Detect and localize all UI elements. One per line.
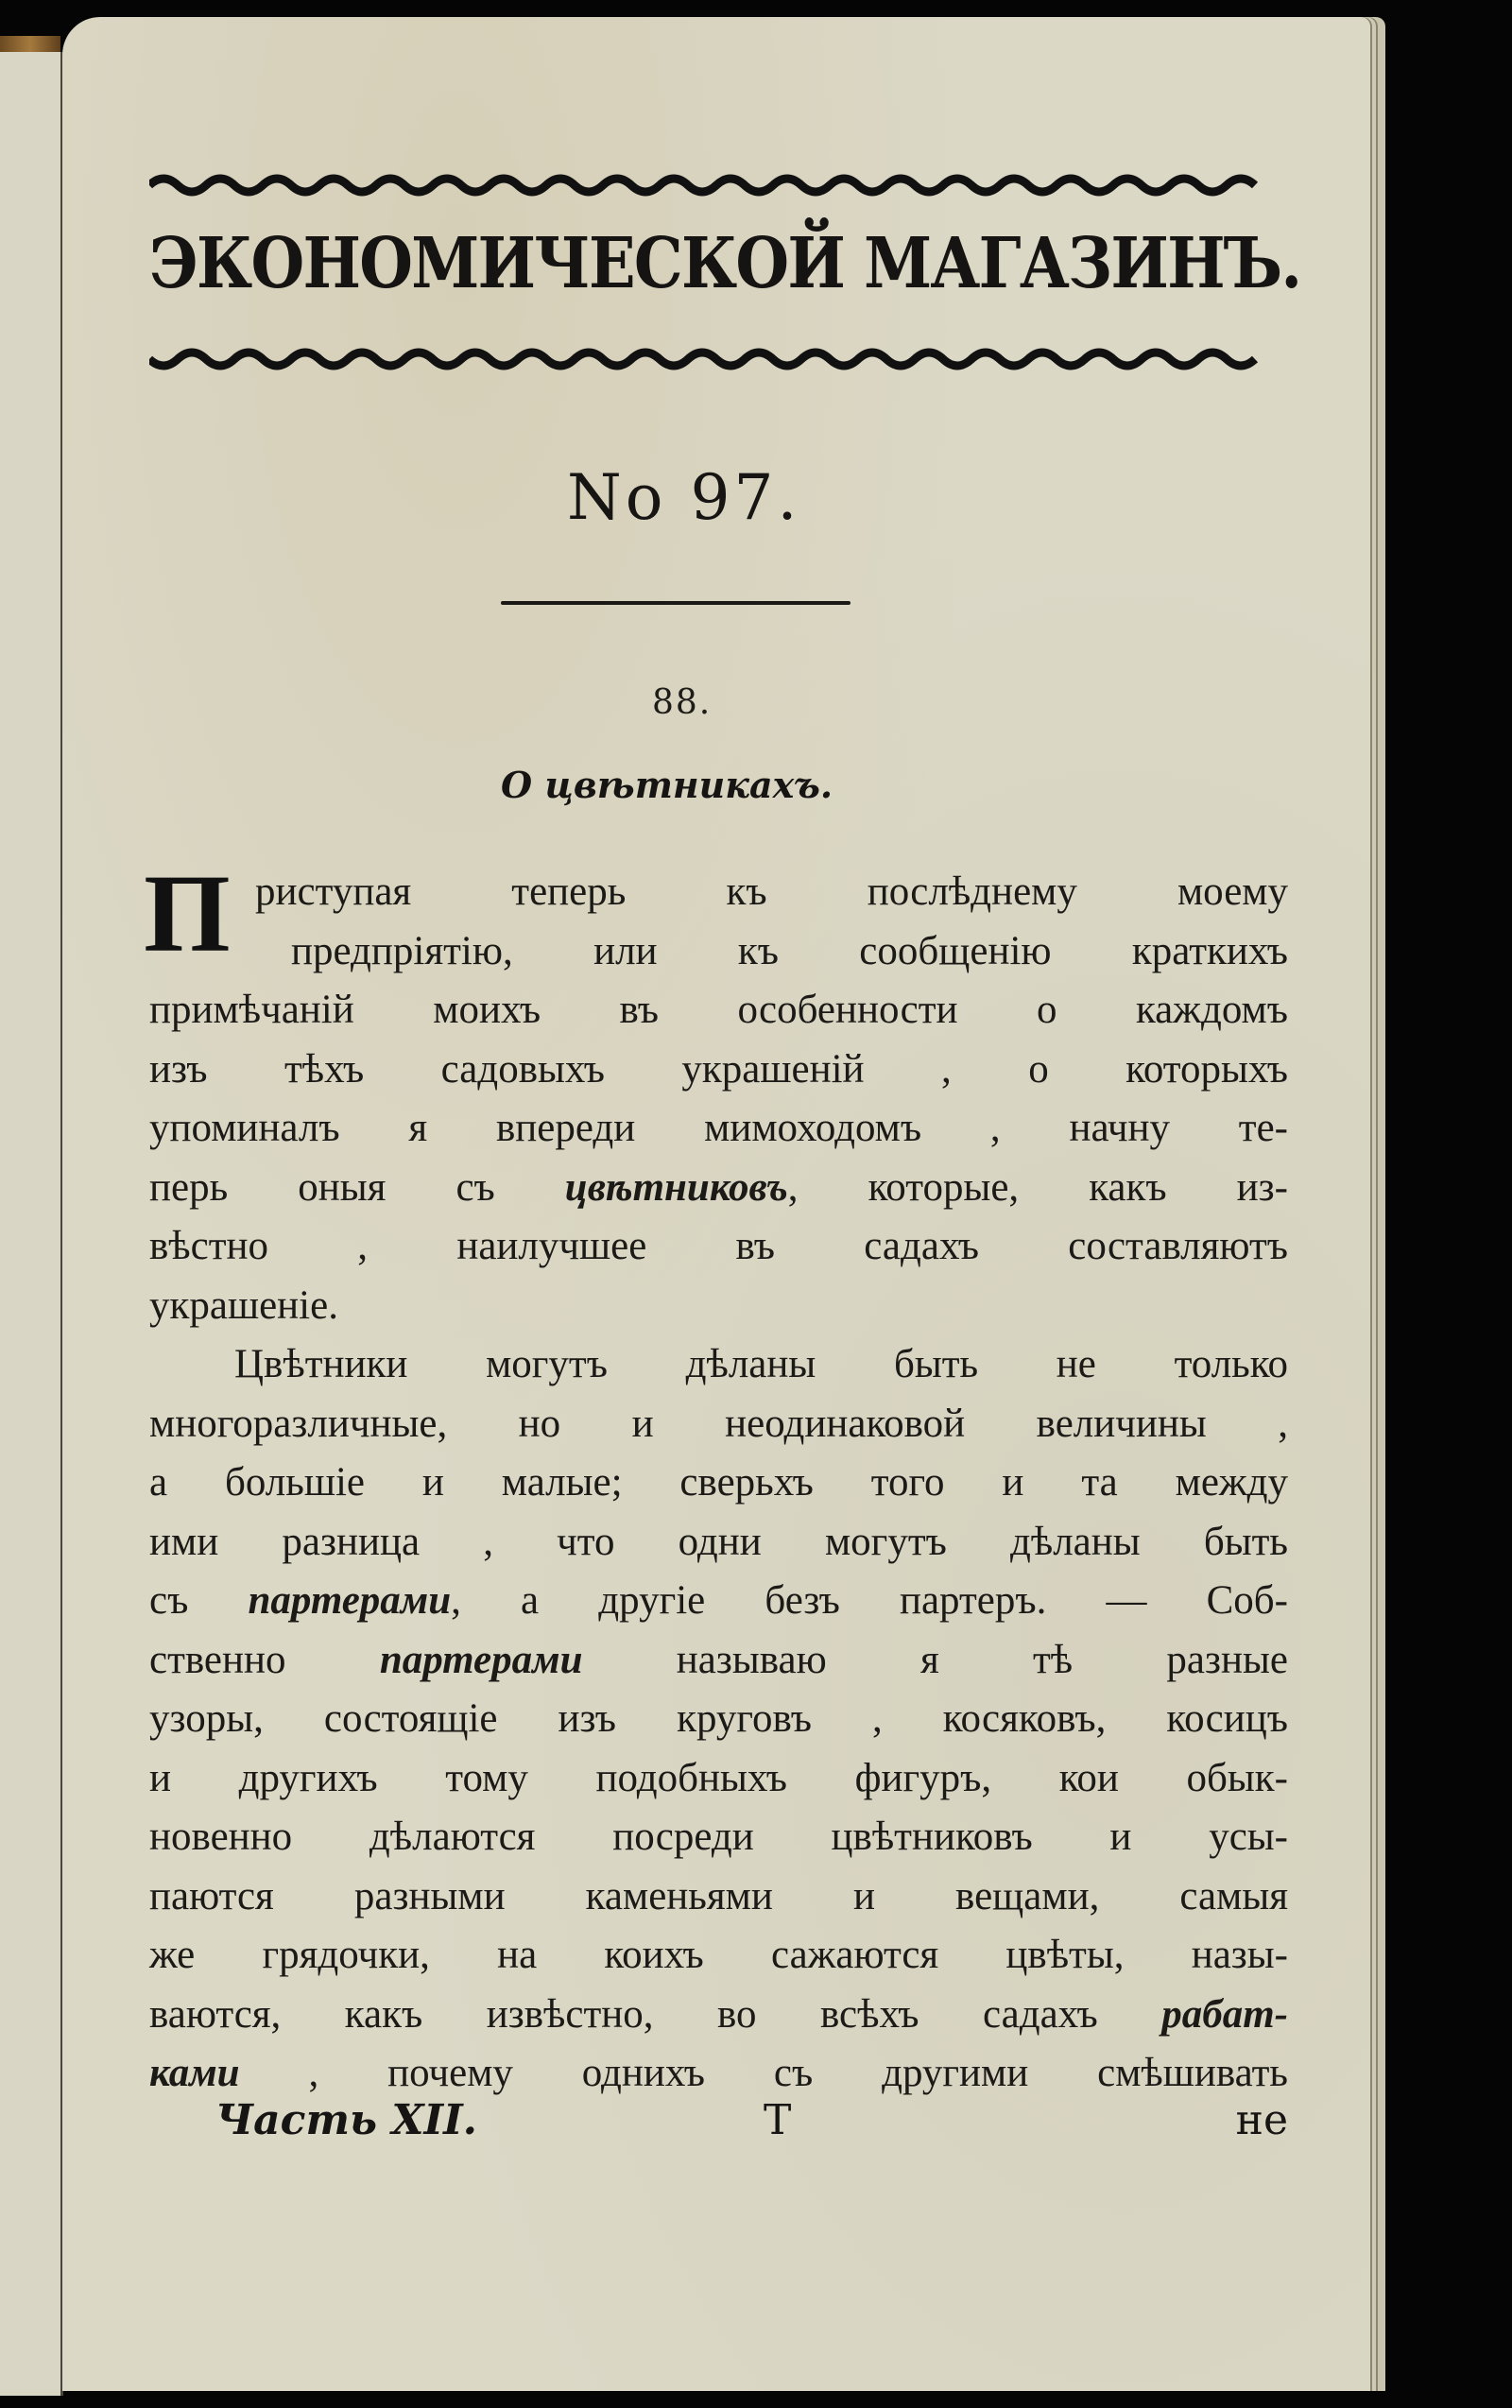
- emphasized-term: партерами: [248, 1578, 452, 1623]
- body-text: [144, 851, 1288, 2104]
- text-line: украшеніе.: [149, 1282, 338, 1328]
- emphasized-term: партерами: [379, 1637, 583, 1682]
- emphasized-term: рабат-: [1161, 1991, 1288, 2037]
- text-line: паются разными каменьями и вещами, самыя: [149, 1873, 1288, 1918]
- emphasized-term: ками: [149, 2051, 240, 2095]
- wave-ornament-icon: [149, 346, 1264, 374]
- text-line: риступая теперь къ послѣднему моему: [255, 869, 1288, 914]
- text-line: ими разница , что одни могутъ дѣланы быть: [149, 1519, 1288, 1564]
- ornament-bottom: [149, 346, 1264, 374]
- text-line: ственно партерами называю я тѣ разные: [149, 1637, 1288, 1682]
- part-signature: Часть XII.: [215, 2096, 477, 2144]
- text-line: новенно дѣлаются посреди цвѣтниковъ и усы-: [149, 1815, 1288, 1859]
- page-footer: [149, 2096, 1288, 2153]
- text-line: перь оныя съ цвѣтниковъ, которые, какъ из-: [149, 1164, 1288, 1210]
- book-page: [62, 17, 1385, 2391]
- section-title: О цвѣтникахъ.: [501, 764, 833, 806]
- text-line: же грядочки, на коихъ сажаются цвѣты, назы-: [149, 1933, 1288, 1977]
- text-line: съ партерами, а другіе безъ партеръ. — Соб-: [149, 1578, 1288, 1623]
- catchword: не: [1235, 2096, 1288, 2144]
- drop-cap: П: [144, 851, 231, 975]
- text-line: многоразличные, но и неодинаковой величины ,: [149, 1401, 1288, 1446]
- text-line: вѣстно , наилучшее въ садахъ составляютъ: [149, 1224, 1288, 1268]
- text-line: ваются, какъ извѣстно, во всѣхъ садахъ рабат-: [149, 1991, 1288, 2037]
- text-line: узоры, состоящіе изъ круговъ , косяковъ, косицъ: [149, 1696, 1288, 1741]
- paragraph-2: [149, 1335, 1288, 2104]
- paragraph-1: [149, 863, 1288, 1335]
- text-line: ками , почему однихъ съ другими смѣшивать: [149, 2051, 1288, 2095]
- ornament-top: [149, 168, 1264, 197]
- text-line: изъ тѣхъ садовыхъ украшеній , о которыхъ: [149, 1046, 1288, 1092]
- left-page-edge: [0, 52, 63, 2396]
- text-line: упоминалъ я впереди мимоходомъ , начну те-: [149, 1106, 1288, 1150]
- text-line: предпріятію, или къ сообщенію краткихъ: [291, 928, 1288, 973]
- text-line: и другихъ тому подобныхъ фигуръ, кои обык-: [149, 1755, 1288, 1800]
- masthead-title: ЭКОНОМИЧЕСКОЙ МАГАЗИНЪ.: [149, 223, 1301, 304]
- text-line: примѣчаній моихъ въ особенности о каждомъ: [149, 988, 1288, 1032]
- text-line: а большіе и малые; сверьхъ того и та между: [149, 1460, 1288, 1505]
- wave-ornament-icon: [149, 168, 1264, 197]
- issue-number: No 97.: [567, 461, 801, 534]
- horizontal-rule: [501, 601, 850, 605]
- text-line: Цвѣтники могутъ дѣланы быть не только: [234, 1342, 1288, 1386]
- emphasized-term: цвѣтниковъ: [564, 1164, 788, 1210]
- signature-mark: Т: [764, 2096, 792, 2144]
- section-number: 88.: [652, 683, 713, 722]
